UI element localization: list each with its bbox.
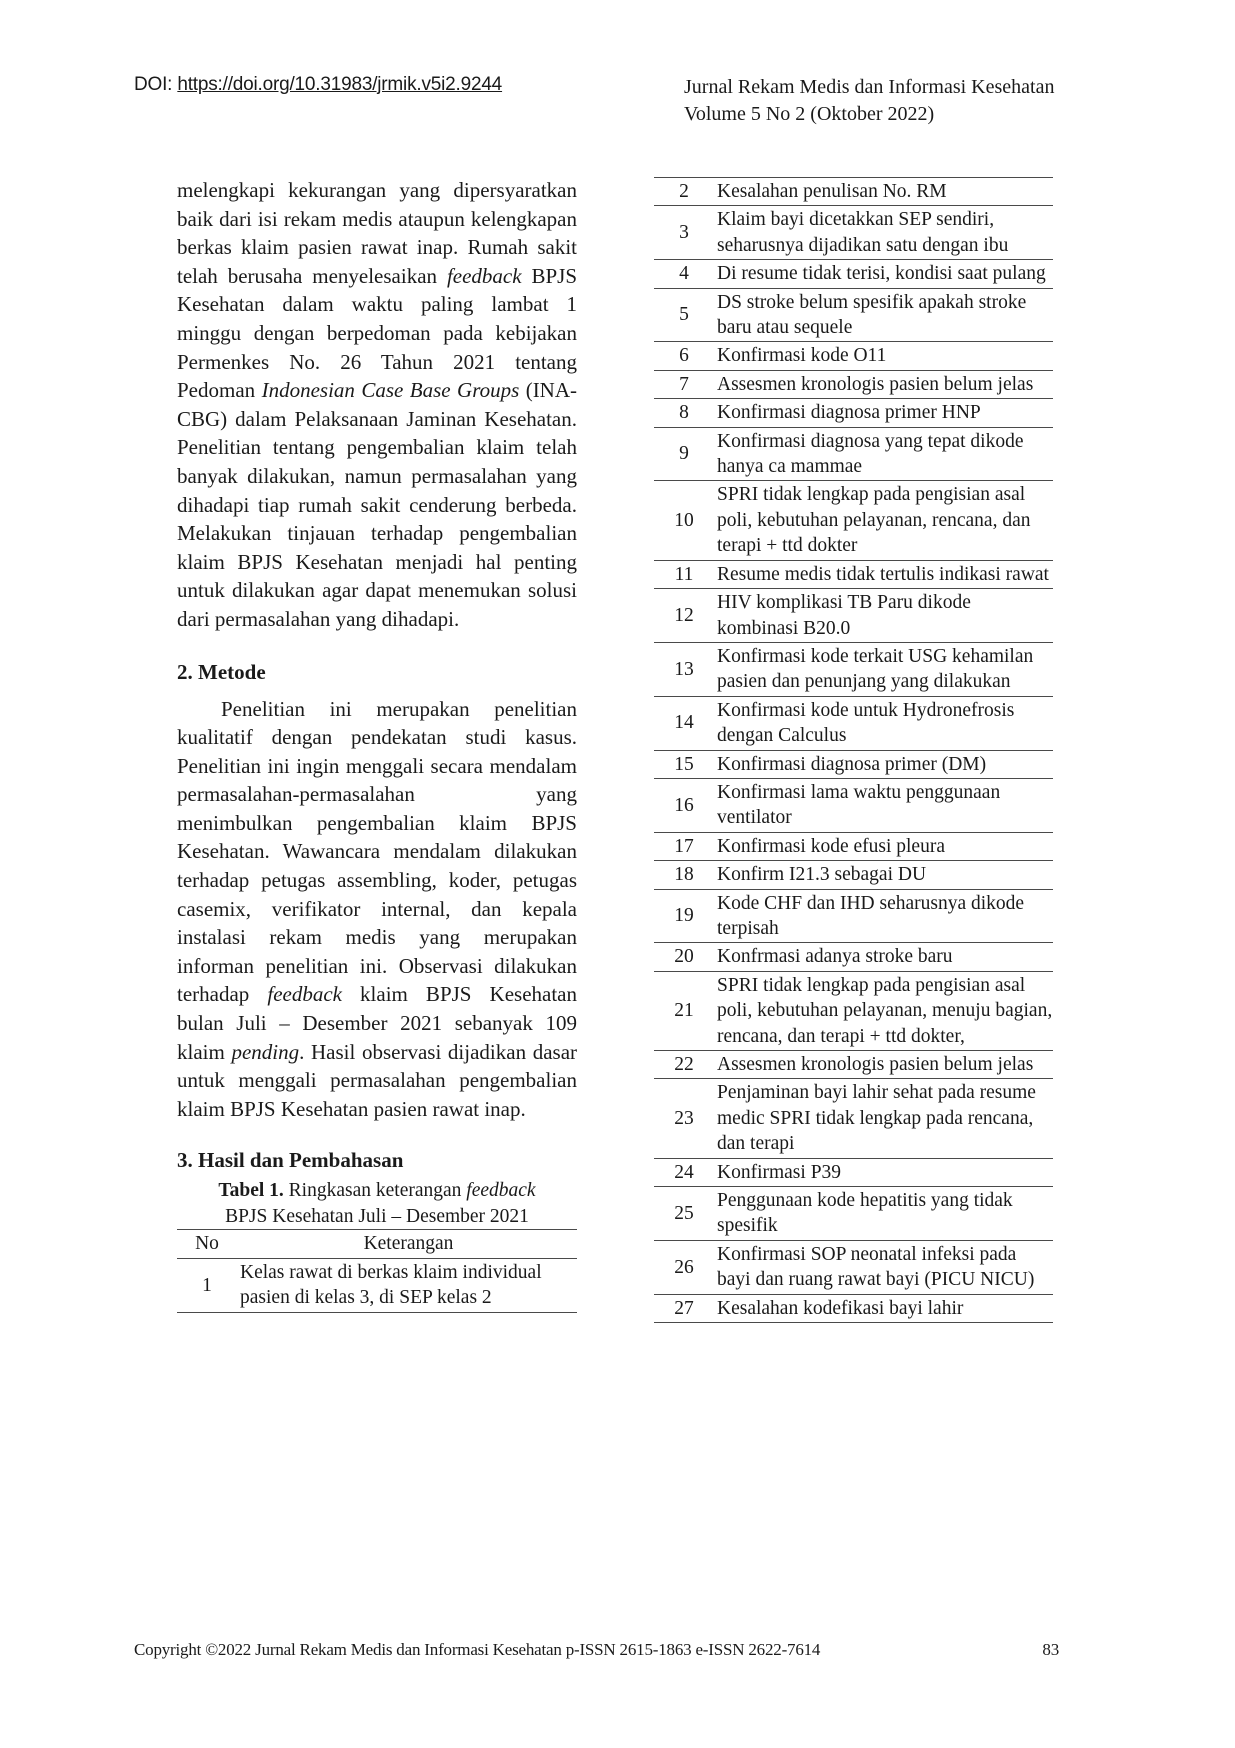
row-keterangan: Konfrmasi adanya stroke baru [714, 943, 1053, 971]
row-keterangan: Konfirmasi diagnosa primer (DM) [714, 750, 1053, 778]
table-row [654, 750, 1053, 778]
row-keterangan: Konfirmasi kode efusi pleura [714, 832, 1053, 860]
row-number: 17 [654, 832, 714, 860]
table-row [654, 1187, 1053, 1241]
row-keterangan: Assesmen kronologis pasien belum jelas [714, 1051, 1053, 1079]
italic-term: Indonesian Case Base Groups [261, 378, 520, 403]
table-row [654, 1240, 1053, 1294]
row-number: 2 [654, 178, 714, 206]
table-caption-text: Ringkasan keterangan [283, 1180, 467, 1202]
table-row [654, 560, 1053, 588]
table-row [654, 178, 1053, 206]
copyright-text: Copyright ©2022 Jurnal Rekam Medis dan Informasi Kesehatan p-ISSN 2615-1863 e-ISSN 2622-7614 [134, 1640, 821, 1659]
table-row [654, 399, 1053, 427]
italic-term: pending [231, 1039, 300, 1064]
paragraph-text: (INA-CBG) dalam Pelaksanaan Jaminan Kesehatan. Penelitian tentang pengembalian klaim telah banyak dilakukan, namun permasalahan yang dihadapi tiap rumah sakit cenderung berbeda. Melakukan tinjauan terhadap pengembalian klaim BPJS Kesehatan menjadi hal penting untuk dilakukan agar dapat menemukan solusi dari permasalahan yang dihadapi. [177, 378, 578, 631]
section-heading-hasil: 3. Hasil dan Pembahasan [177, 1148, 404, 1173]
paragraph-text: Penelitian ini merupakan penelitian kualitatif dengan pendekatan studi kasus. Penelitian ini ingin menggali secara mendalam permasalahan-permasalahan yang menimbulkan pengembalian klaim BPJS Kesehatan. Wawancara mendalam dilakukan terhadap petugas assembling, koder, petugas casemix, verifikator internal, dan kepala instalasi rekam medis yang merupakan informan penelitian ini. Observasi dilakukan terhadap [177, 696, 577, 1007]
row-keterangan: Konfirmasi diagnosa yang tepat dikode hanya ca mammae [714, 427, 1053, 481]
paragraph-text: melengkapi kekurangan yang dipersyaratkan baik dari isi rekam medis ataupun kelengkapan berkas klaim pasien rawat inap. Rumah sakit telah berusaha menyelesaikan [177, 178, 577, 288]
table-row [654, 589, 1053, 643]
row-number: 10 [654, 481, 714, 560]
row-keterangan: Kesalahan penulisan No. RM [714, 178, 1053, 206]
row-number: 20 [654, 943, 714, 971]
row-keterangan: Konfirmasi kode O11 [714, 342, 1053, 370]
row-number: 8 [654, 399, 714, 427]
row-number: 9 [654, 427, 714, 481]
italic-term: feedback [466, 1180, 536, 1202]
row-number: 3 [654, 206, 714, 260]
table-row [654, 1051, 1053, 1079]
intro-paragraph [177, 176, 577, 634]
row-keterangan: HIV komplikasi TB Paru dikode kombinasi B20.0 [714, 589, 1053, 643]
paragraph-text: BPJS Kesehatan dalam waktu paling lambat 1 minggu dengan berpedoman pada kebijakan Permenkes No. 26 Tahun 2021 tentang Pedoman [177, 263, 578, 403]
metode-paragraph [177, 695, 577, 1124]
row-keterangan: Kesalahan kodefikasi bayi lahir [714, 1294, 1053, 1322]
doi-header [134, 74, 502, 96]
row-keterangan: Assesmen kronologis pasien belum jelas [714, 370, 1053, 398]
section-heading-metode: 2. Metode [177, 659, 266, 684]
row-number: 21 [654, 971, 714, 1050]
feedback-table-part1 [177, 1229, 577, 1312]
row-keterangan: SPRI tidak lengkap pada pengisian asal poli, kebutuhan pelayanan, rencana, dan terapi + ttd dokter [714, 481, 1053, 560]
row-keterangan: Konfirmasi SOP neonatal infeksi pada bayi dan ruang rawat bayi (PICU NICU) [714, 1240, 1053, 1294]
table-row [654, 889, 1053, 943]
row-keterangan: Di resume tidak terisi, kondisi saat pulang [714, 260, 1053, 288]
row-number: 15 [654, 750, 714, 778]
table-row [654, 971, 1053, 1050]
row-number: 6 [654, 342, 714, 370]
row-keterangan: Kode CHF dan IHD seharusnya dikode terpisah [714, 889, 1053, 943]
row-keterangan: Konfirmasi kode untuk Hydronefrosis dengan Calculus [714, 696, 1053, 750]
table-row [654, 370, 1053, 398]
table-row [177, 1258, 577, 1312]
table-row [654, 696, 1053, 750]
column-header-no: No [177, 1230, 237, 1258]
italic-term: feedback [267, 982, 342, 1007]
table-header-row [177, 1230, 577, 1258]
table-row [654, 342, 1053, 370]
table-caption [177, 1178, 577, 1229]
paragraph-text: . Hasil observasi dijadikan dasar untuk menggali permasalahan pengembalian klaim BPJS Kesehatan pasien rawat inap. [177, 1039, 578, 1121]
table-row [654, 1079, 1053, 1158]
row-keterangan: Konfirmasi lama waktu penggunaan ventilator [714, 778, 1053, 832]
row-keterangan: Konfirmasi diagnosa primer HNP [714, 399, 1053, 427]
row-number: 25 [654, 1187, 714, 1241]
row-number: 5 [654, 288, 714, 342]
row-number: 27 [654, 1294, 714, 1322]
row-keterangan: Penjaminan bayi lahir sehat pada resume medic SPRI tidak lengkap pada rencana, dan terapi [714, 1079, 1053, 1158]
row-number: 22 [654, 1051, 714, 1079]
doi-link[interactable]: https://doi.org/10.31983/jrmik.v5i2.9244 [177, 74, 503, 95]
row-number: 26 [654, 1240, 714, 1294]
paragraph-text: klaim BPJS Kesehatan bulan Juli – Desember 2021 sebanyak 109 klaim [177, 982, 577, 1064]
row-keterangan: DS stroke belum spesifik apakah stroke baru atau sequele [714, 288, 1053, 342]
row-number: 19 [654, 889, 714, 943]
row-number: 16 [654, 778, 714, 832]
table-row [654, 642, 1053, 696]
table-row [654, 943, 1053, 971]
table-row [654, 206, 1053, 260]
feedback-table-part2 [654, 177, 1053, 1323]
table-row [654, 427, 1053, 481]
table-row [654, 861, 1053, 889]
row-keterangan: SPRI tidak lengkap pada pengisian asal poli, kebutuhan pelayanan, menuju bagian, rencana, dan terapi + ttd dokter, [714, 971, 1053, 1050]
page-footer [134, 1640, 1059, 1660]
table-row [654, 778, 1053, 832]
table-row [654, 481, 1053, 560]
row-number: 12 [654, 589, 714, 643]
row-number: 13 [654, 642, 714, 696]
page-number: 83 [1042, 1640, 1059, 1659]
row-keterangan: Konfirmasi P39 [714, 1158, 1053, 1186]
left-column [177, 176, 577, 1313]
row-keterangan: Resume medis tidak tertulis indikasi rawat [714, 560, 1053, 588]
row-number: 23 [654, 1079, 714, 1158]
row-keterangan: Klaim bayi dicetakkan SEP sendiri, seharusnya dijadikan satu dengan ibu [714, 206, 1053, 260]
row-number: 14 [654, 696, 714, 750]
row-number: 7 [654, 370, 714, 398]
journal-volume: Volume 5 No 2 (Oktober 2022) [684, 103, 935, 125]
right-column [654, 177, 1053, 1323]
italic-term: feedback [446, 263, 522, 288]
table-caption-label: Tabel 1. [218, 1180, 284, 1202]
row-number: 18 [654, 861, 714, 889]
row-keterangan: Konfirmasi kode terkait USG kehamilan pasien dan penunjang yang dilakukan [714, 642, 1053, 696]
table-row [654, 1294, 1053, 1322]
row-number: 4 [654, 260, 714, 288]
table-caption-text: BPJS Kesehatan Juli – Desember 2021 [225, 1205, 529, 1227]
column-header-keterangan: Keterangan [237, 1230, 577, 1258]
row-number: 11 [654, 560, 714, 588]
doi-label: DOI: [134, 74, 178, 95]
table-row [654, 288, 1053, 342]
table-row [654, 1158, 1053, 1186]
journal-name: Jurnal Rekam Medis dan Informasi Kesehatan [684, 76, 1055, 98]
row-number: 24 [654, 1158, 714, 1186]
row-keterangan: Konfirm I21.3 sebagai DU [714, 861, 1053, 889]
row-keterangan: Kelas rawat di berkas klaim individual pasien di kelas 3, di SEP kelas 2 [237, 1258, 577, 1312]
table-row [654, 260, 1053, 288]
table-row [654, 832, 1053, 860]
row-number: 1 [177, 1258, 237, 1312]
journal-header [684, 74, 1054, 128]
row-keterangan: Penggunaan kode hepatitis yang tidak spesifik [714, 1187, 1053, 1241]
